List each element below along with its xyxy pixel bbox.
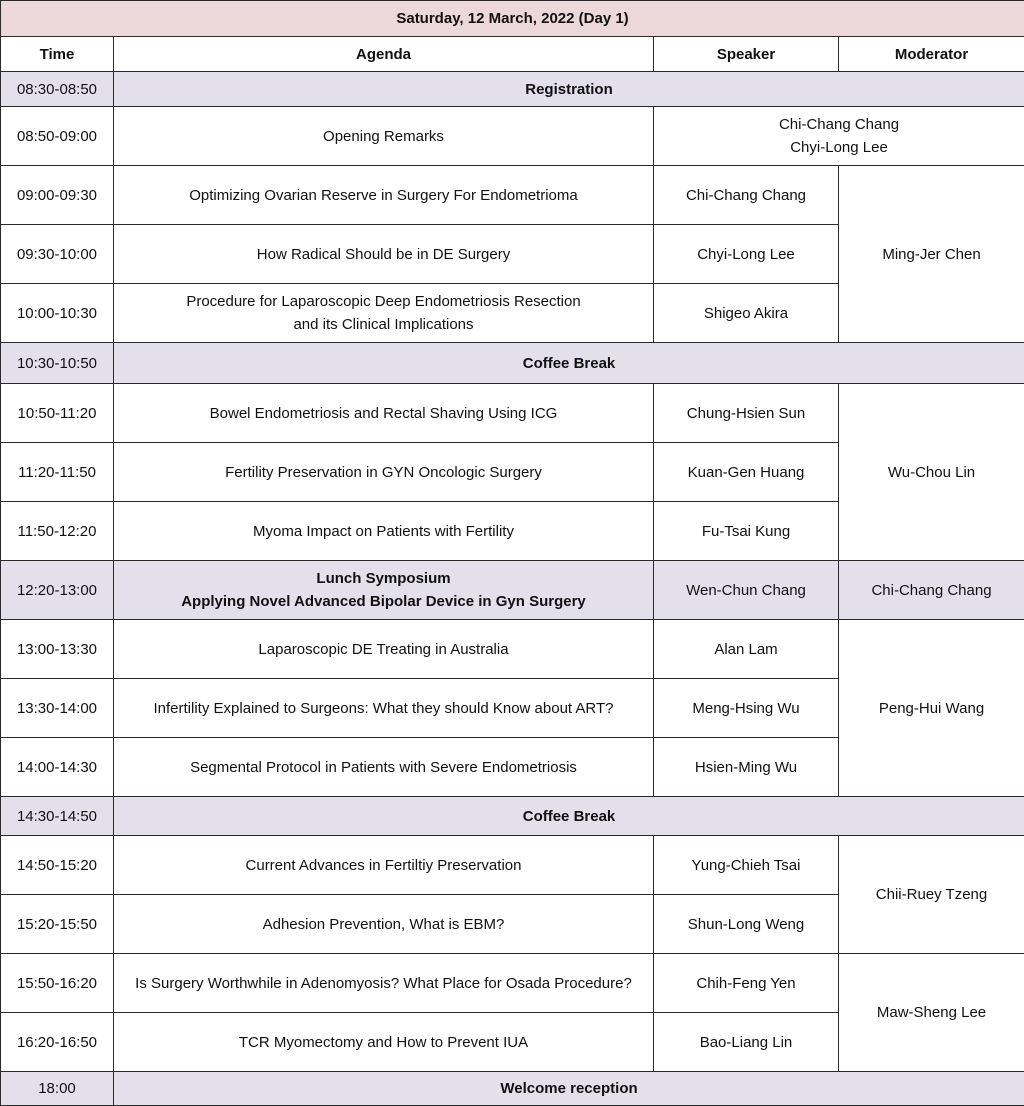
agenda-cell: Bowel Endometriosis and Rectal Shaving Using ICG [114,384,654,443]
break-cell: Registration [114,72,1024,107]
speaker-cell: Alan Lam [654,620,839,679]
agenda-cell: Segmental Protocol in Patients with Severe Endometriosis [114,738,654,797]
header-moderator: Moderator [839,37,1024,72]
agenda-cell: Current Advances in Fertiltiy Preservation [114,836,654,895]
speaker-cell [654,107,1024,166]
time-cell: 10:30-10:50 [1,343,114,384]
speaker-cell: Hsien-Ming Wu [654,738,839,797]
agenda-cell [114,561,654,620]
agenda-cell: Is Surgery Worthwhile in Adenomyosis? What Place for Osada Procedure? [114,954,654,1013]
day-title: Saturday, 12 March, 2022 (Day 1) [1,1,1024,37]
speaker-cell: Chi-Chang Chang [654,166,839,225]
speaker-cell: Fu-Tsai Kung [654,502,839,561]
moderator-cell: Ming-Jer Chen [839,166,1024,343]
time-cell: 11:20-11:50 [1,443,114,502]
time-cell: 15:20-15:50 [1,895,114,954]
header-speaker: Speaker [654,37,839,72]
table-row [1,343,1024,384]
agenda-line: and its Clinical Implications [116,313,651,336]
speaker-cell: Meng-Hsing Wu [654,679,839,738]
speaker-cell: Chyi-Long Lee [654,225,839,284]
agenda-cell: Optimizing Ovarian Reserve in Surgery For Endometrioma [114,166,654,225]
table-row [1,107,1024,166]
speaker-cell: Shigeo Akira [654,284,839,343]
speaker-cell: Shun-Long Weng [654,895,839,954]
time-cell: 10:50-11:20 [1,384,114,443]
agenda-cell: TCR Myomectomy and How to Prevent IUA [114,1013,654,1072]
moderator-cell: Peng-Hui Wang [839,620,1024,797]
table-row [1,797,1024,836]
time-cell: 14:00-14:30 [1,738,114,797]
agenda-line: Lunch Symposium [116,567,651,590]
title-row [1,1,1024,37]
agenda-cell: Adhesion Prevention, What is EBM? [114,895,654,954]
time-cell: 13:30-14:00 [1,679,114,738]
table-row [1,1072,1024,1106]
header-row [1,37,1024,72]
agenda-line: Applying Novel Advanced Bipolar Device in Gyn Surgery [116,590,651,613]
table-row [1,166,1024,225]
speaker-cell: Yung-Chieh Tsai [654,836,839,895]
speaker-cell: Wen-Chun Chang [654,561,839,620]
header-time: Time [1,37,114,72]
agenda-cell: Myoma Impact on Patients with Fertility [114,502,654,561]
header-agenda: Agenda [114,37,654,72]
agenda-cell: Infertility Explained to Surgeons: What they should Know about ART? [114,679,654,738]
agenda-cell: How Radical Should be in DE Surgery [114,225,654,284]
table-row [1,384,1024,443]
time-cell: 08:30-08:50 [1,72,114,107]
time-cell: 18:00 [1,1072,114,1106]
time-cell: 09:00-09:30 [1,166,114,225]
speaker-cell: Chih-Feng Yen [654,954,839,1013]
time-cell: 08:50-09:00 [1,107,114,166]
time-cell: 12:20-13:00 [1,561,114,620]
moderator-cell: Chii-Ruey Tzeng [839,836,1024,954]
moderator-cell: Chi-Chang Chang [839,561,1024,620]
time-cell: 14:50-15:20 [1,836,114,895]
time-cell: 14:30-14:50 [1,797,114,836]
moderator-cell: Wu-Chou Lin [839,384,1024,561]
agenda-cell: Laparoscopic DE Treating in Australia [114,620,654,679]
agenda-line: Procedure for Laparoscopic Deep Endometriosis Resection [116,290,651,313]
time-cell: 10:00-10:30 [1,284,114,343]
time-cell: 16:20-16:50 [1,1013,114,1072]
agenda-cell: Fertility Preservation in GYN Oncologic Surgery [114,443,654,502]
agenda-cell [114,284,654,343]
time-cell: 13:00-13:30 [1,620,114,679]
speaker-name: Chyi-Long Lee [656,136,1022,159]
break-cell: Welcome reception [114,1072,1024,1106]
table-row [1,836,1024,895]
break-cell: Coffee Break [114,797,1024,836]
time-cell: 11:50-12:20 [1,502,114,561]
table-row [1,620,1024,679]
moderator-cell: Maw-Sheng Lee [839,954,1024,1072]
table-row [1,954,1024,1013]
break-cell: Coffee Break [114,343,1024,384]
speaker-cell: Bao-Liang Lin [654,1013,839,1072]
speaker-cell: Kuan-Gen Huang [654,443,839,502]
time-cell: 09:30-10:00 [1,225,114,284]
agenda-cell: Opening Remarks [114,107,654,166]
table-row [1,72,1024,107]
speaker-name: Chi-Chang Chang [656,113,1022,136]
speaker-cell: Chung-Hsien Sun [654,384,839,443]
time-cell: 15:50-16:20 [1,954,114,1013]
table-row [1,561,1024,620]
